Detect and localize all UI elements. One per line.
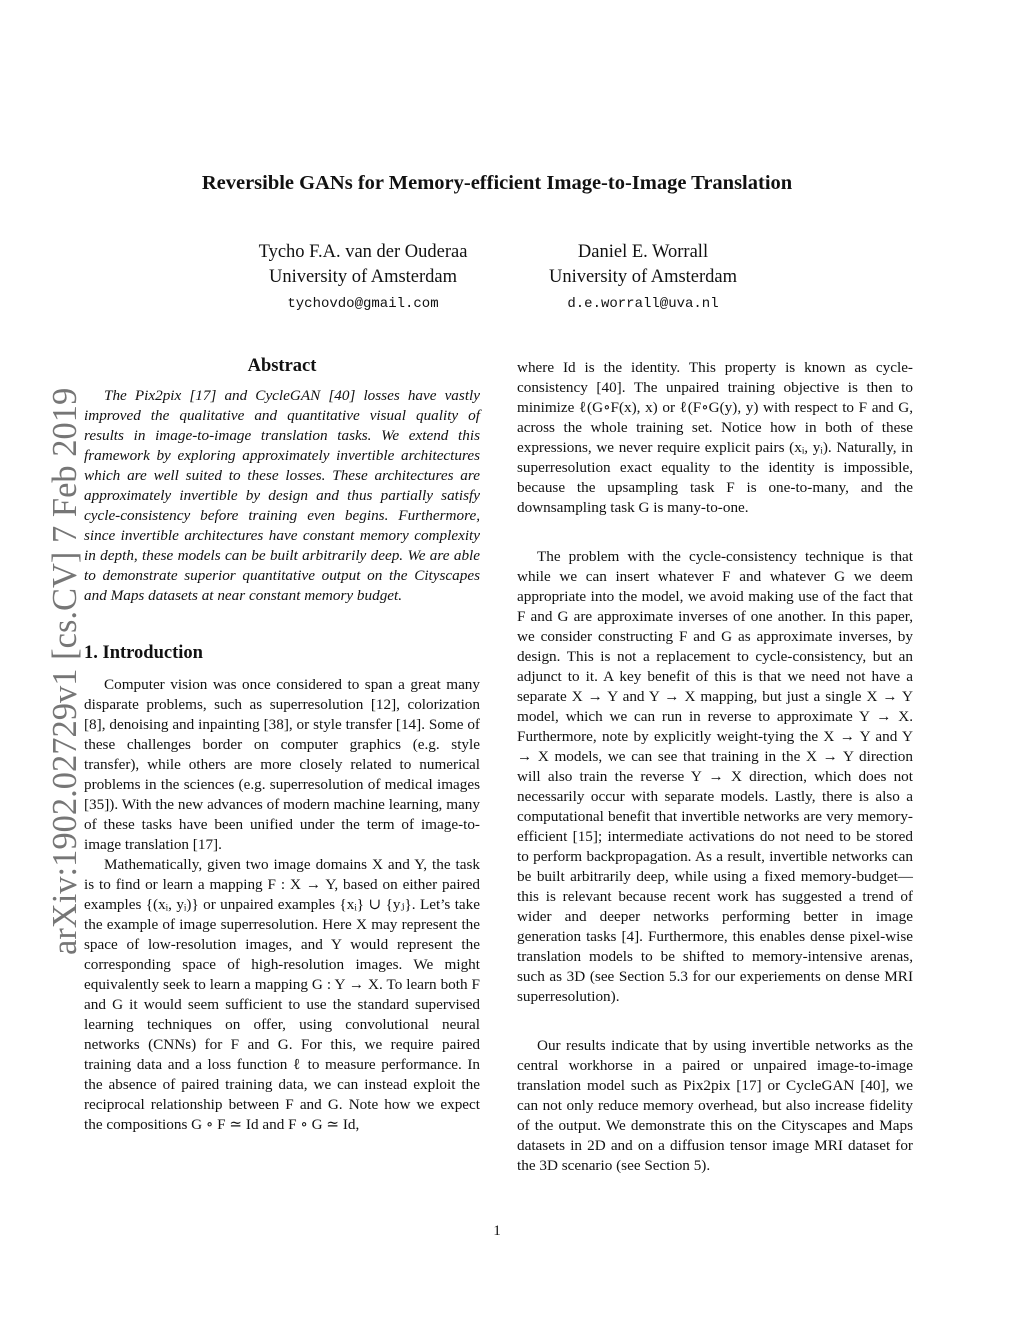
paper-title: Reversible GANs for Memory-efficient Image-to-Image Translation — [201, 172, 793, 194]
abstract-heading: Abstract — [247, 356, 317, 376]
right-column — [517, 358, 913, 1176]
author-name: Daniel E. Worrall — [577, 242, 709, 262]
author-block — [218, 240, 508, 317]
page-number: 1 — [493, 1222, 501, 1239]
paragraph: Computer vision was once considered to span a great many disparate problems, such as superresolution [12], colorization [8], denoising and inpainting [38], or style transfer [14]. Some of these challenges border on computer graphics (e.g. style transfer), while others are more closely related to numerical problems in the sciences (e.g. superresolution of medical images [35]). With the new advances of modern machine learning, many of these tasks have been unified under the term of image-to-image translation [17]. — [84, 676, 480, 853]
abstract-text: The Pix2pix [17] and CycleGAN [40] losses have vastly improved the qualitative and quantitative visual quality of results in image-to-image translation tasks. We extend this framework by exploring approximately invertible architectures which are well suited to these losses. These architectures are approximately invertible by design and thus partially satisfy cycle-consistency before training even begins. Furthermore, since invertible architectures have constant memory complexity in depth, these models can be built arbitrarily deep. We are able to demonstrate superior quantitative output on the Cityscapes and Maps datasets at near constant memory budget. — [84, 387, 480, 604]
paragraph: Our results indicate that by using invertible networks as the central workhorse in a paired or unpaired image-to-image translation model such as Pix2pix [17] or CycleGAN [40], we can not only reduce memory overhead, but also increase fidelity of the output. We demonstrate this on the Cityscapes and Maps datasets in 2D and on a diffusion tensor image MRI dataset for the 3D scenario (see Section 5). — [517, 1037, 913, 1174]
author-block — [498, 240, 788, 317]
author-affiliation: University of Amsterdam — [548, 267, 738, 287]
paragraph: The problem with the cycle-consistency technique is that while we can insert whatever F and whatever G we deem appropriate into the model, we avoid making use of the fact that F and G are approximate inverses of one another. In this paper, we consider constructing F and G as approximate inverses, by design. This is not a replacement to cycle-consistency, but an adjunct to it. A key benefit of this is that we need not have a separate X → Y and Y → X mapping, but just a single X → Y model, which we can run in reverse to approximate Y → X. Furthermore, note by explicitly weight-tying the X → Y and Y → X models, we can see that training in the X → Y direction will also train the reverse Y → X direction, which does not necessarily occur with separate models. Lastly, there is also a computational benefit that invertible networks are very memory-efficient [15]; intermediate activations do not need to be stored to perform backpropagation. As a result, invertible networks can be built arbitrarily deep, while using a fixed memory-budget—this is relevant because recent work has suggested a trend of wider and deeper networks performing better in image generation tasks [4]. Furthermore, this enables dense pixel-wise translation models to be shifted to memory-intensive arenas, such as 3D (see Section 5.3 for our experiements on dense MRI superresolution). — [517, 548, 913, 1005]
paragraph: where Id is the identity. This property is known as cycle-consistency [40]. The unpaired training objective is then to minimize ℓ(G∘F(x), x) or ℓ(F∘G(y), y) with respect to F and G, across the whole training set. Notice how in both of these expressions, we never require explicit pairs (xᵢ, yᵢ). Naturally, in superresolution exact equality to the identity is impossible, because the upsampling task F is one-to-many, and the downsampling task G is many-to-one. — [517, 359, 913, 516]
paragraph: Mathematically, given two image domains X and Y, the task is to find or learn a mapping F : X → Y, based on either paired examples {(xᵢ, yᵢ)} or unpaired examples {xᵢ} ∪ {yⱼ}. Let’s take the example of image superresolution. Here X may represent the space of low-resolution images, and Y would represent the corresponding space of high-resolution images. We might equivalently seek to learn a mapping G : Y → X. To learn both F and G it would seem sufficient to use the standard supervised learning techniques on offer, using convolutional neural networks (CNNs) for F and G. For this, we require paired training data and a loss function ℓ to measure performance. In the absence of paired training data, we can instead exploit the reciprocal relationship between F and G. Note how we expect the compositions G ∘ F ≃ Id and F ∘ G ≃ Id, — [84, 856, 480, 1133]
author-affiliation: University of Amsterdam — [268, 267, 458, 287]
left-column — [84, 356, 480, 1135]
author-email[interactable]: d.e.worrall@uva.nl — [567, 296, 719, 312]
arxiv-identifier-stamp: arXiv:1902.02729v1 [cs.CV] 7 Feb 2019 — [46, 387, 84, 955]
author-email[interactable]: tychovdo@gmail.com — [287, 296, 439, 312]
author-name: Tycho F.A. van der Ouderaa — [258, 242, 468, 262]
introduction-heading: 1. Introduction — [84, 643, 203, 663]
